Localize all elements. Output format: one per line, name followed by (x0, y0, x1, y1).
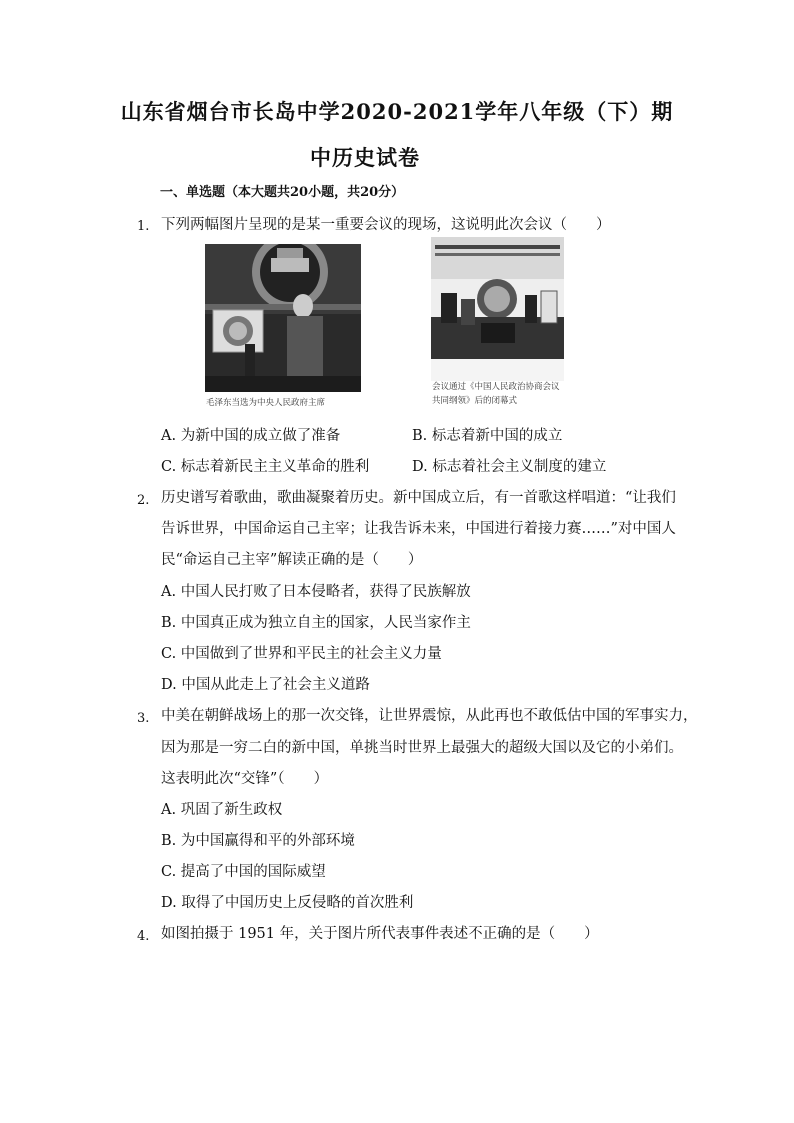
question-stem: 下列两幅图片呈现的是某一重要会议的现场，这说明此次会议（ ） (161, 217, 611, 233)
option-d[interactable]: D. 取得了中国历史上反侵略的首次胜利 (161, 895, 414, 911)
question-number: 4. (137, 929, 150, 944)
option-d[interactable]: D. 标志着社会主义制度的建立 (412, 459, 607, 475)
question-number: 3. (137, 711, 150, 726)
option-c[interactable]: C. 提高了中国的国际威望 (161, 864, 326, 880)
option-b[interactable]: B. 为中国赢得和平的外部环境 (161, 833, 355, 849)
question-number: 2. (137, 493, 150, 508)
question-number: 1. (137, 219, 150, 234)
photo-caption-right-1: 会议通过《中国人民政治协商会议 (432, 382, 560, 392)
option-d[interactable]: D. 中国从此走上了社会主义道路 (161, 677, 370, 693)
question-stem-line3: 这表明此次“交锋”（ ） (161, 771, 329, 787)
option-c[interactable]: C. 标志着新民主主义革命的胜利 (161, 459, 370, 475)
photo-caption-right-2: 共同纲领》后的闭幕式 (432, 396, 518, 406)
option-b[interactable]: B. 中国真正成为独立自主的国家，人民当家作主 (161, 615, 471, 631)
exam-title-line2: 中历史试卷 (310, 145, 420, 170)
question-stem-line2: 因为那是一穷二白的新中国，单挑当时世界上最强大的超级大国以及它的小弟们。 (161, 740, 683, 756)
option-a[interactable]: A. 巩固了新生政权 (161, 802, 283, 818)
question-stem-line1: 历史谱写着歌曲，歌曲凝聚着历史。新中国成立后，有一首歌这样唱道：“让我们 (161, 490, 676, 506)
question-stem-line2: 告诉世界，中国命运自己主宰；让我告诉未来，中国进行着接力赛……”对中国人 (161, 521, 676, 537)
option-a[interactable]: A. 为新中国的成立做了准备 (161, 428, 341, 444)
photo-caption-left: 毛泽东当选为中央人民政府主席 (206, 398, 326, 408)
option-c[interactable]: C. 中国做到了世界和平民主的社会主义力量 (161, 646, 442, 662)
question-stem-line1: 中美在朝鲜战场上的那一次交锋，让世界震惊，从此再也不敢低估中国的军事实力， (161, 708, 698, 724)
photo-cppcc-closing (431, 237, 564, 381)
question-stem: 如图拍摄于 1951 年，关于图片所代表事件表述不正确的是（ ） (161, 926, 599, 942)
option-b[interactable]: B. 标志着新中国的成立 (412, 428, 563, 444)
option-a[interactable]: A. 中国人民打败了日本侵略者，获得了民族解放 (161, 584, 471, 600)
section-heading: 一、单选题（本大题共20小题，共20分） (160, 185, 405, 200)
exam-title-line1: 山东省烟台市长岛中学2020-2021学年八年级（下）期 (120, 99, 674, 124)
photo-mao-election (205, 244, 361, 392)
question-stem-line3: 民“命运自己主宰”解读正确的是（ ） (161, 552, 423, 568)
